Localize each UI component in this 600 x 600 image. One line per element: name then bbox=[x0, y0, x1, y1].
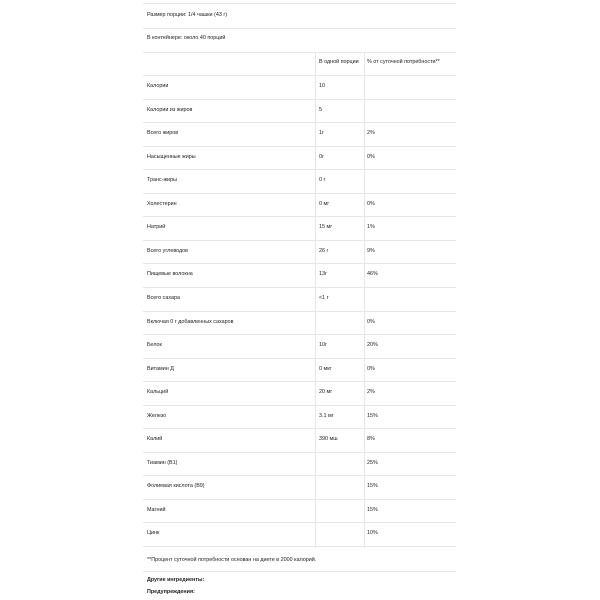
nutrient-daily-value: 0% bbox=[367, 200, 375, 207]
nutrient-daily-value: 10% bbox=[367, 530, 378, 537]
footnote: **Процент суточной потребности основан на диете в 2000 калорий. bbox=[147, 557, 317, 563]
nutrient-daily-value: 0% bbox=[367, 153, 375, 160]
nutrient-daily-value: 2% bbox=[367, 389, 375, 396]
table-row bbox=[143, 475, 456, 498]
nutrient-name: Кальций bbox=[147, 389, 169, 396]
servings-per-container: В контейнере: около 40 порций bbox=[147, 35, 226, 41]
warnings-label: Предупреждения: bbox=[147, 589, 195, 595]
nutrient-amount: 0г bbox=[319, 153, 324, 160]
nutrient-name: Витамин Д bbox=[147, 365, 174, 372]
nutrient-name: Фолиевая кислота (В9) bbox=[147, 483, 205, 490]
column-header-amount: В одной порции bbox=[319, 59, 359, 65]
nutrient-name: Натрий bbox=[147, 224, 166, 231]
serving-size: Размер порции: 1/4 чашки (43 г) bbox=[147, 12, 228, 18]
divider bbox=[143, 3, 456, 4]
nutrient-daily-value: 8% bbox=[367, 436, 375, 443]
nutrient-amount: 20 мг bbox=[319, 389, 333, 396]
nutrient-amount: 3.1 мг bbox=[319, 412, 334, 419]
nutrient-daily-value: 15% bbox=[367, 483, 378, 490]
other-ingredients-label: Другие ингредиенты: bbox=[147, 577, 205, 583]
nutrient-amount: 10г bbox=[319, 342, 327, 349]
table-row bbox=[143, 452, 456, 475]
nutrient-name: Тиамин (В1) bbox=[147, 459, 178, 466]
nutrient-name: Насыщенные жиры bbox=[147, 153, 196, 160]
divider bbox=[143, 28, 456, 29]
table-row bbox=[143, 381, 456, 404]
table-row bbox=[143, 193, 456, 216]
nutrient-name: Калий bbox=[147, 436, 163, 443]
table-row bbox=[143, 334, 456, 357]
table-row bbox=[143, 311, 456, 334]
divider bbox=[143, 571, 456, 572]
nutrient-name: Цинк bbox=[147, 530, 160, 537]
table-row bbox=[143, 169, 456, 192]
nutrient-daily-value: 2% bbox=[367, 130, 375, 137]
nutrient-name: Всего жиров bbox=[147, 130, 179, 137]
table-row bbox=[143, 405, 456, 428]
table-row bbox=[143, 146, 456, 169]
nutrient-daily-value: 20% bbox=[367, 342, 378, 349]
nutrient-name: Белок bbox=[147, 342, 162, 349]
nutrient-amount: 5 bbox=[319, 106, 322, 113]
nutrient-name: Пищевые волокна bbox=[147, 271, 193, 278]
column-header-daily-value: % от суточной потребности** bbox=[367, 59, 440, 65]
table-row bbox=[143, 499, 456, 522]
table-row bbox=[143, 240, 456, 263]
table-row bbox=[143, 428, 456, 451]
nutrient-daily-value: 15% bbox=[367, 506, 378, 513]
nutrient-name: Всего сахара bbox=[147, 294, 180, 301]
nutrient-name: Холестерин bbox=[147, 200, 177, 207]
nutrient-amount: 1г bbox=[319, 130, 324, 137]
nutrient-amount: 26 г bbox=[319, 247, 329, 254]
nutrient-daily-value: 0% bbox=[367, 365, 375, 372]
nutrient-daily-value: 1% bbox=[367, 224, 375, 231]
nutrient-name: Калории bbox=[147, 83, 169, 89]
nutrient-name: Транс-жиры bbox=[147, 177, 177, 184]
table-row bbox=[143, 263, 456, 286]
nutrient-name: Включая 0 г добавленных сахаров bbox=[147, 318, 234, 325]
nutrient-daily-value: 0% bbox=[367, 318, 375, 325]
table-row bbox=[143, 287, 456, 310]
nutrient-daily-value: 15% bbox=[367, 412, 378, 419]
table-row bbox=[143, 216, 456, 239]
nutrient-daily-value: 46% bbox=[367, 271, 378, 278]
nutrient-daily-value: 9% bbox=[367, 247, 375, 254]
divider bbox=[143, 546, 456, 547]
nutrient-name: Железо bbox=[147, 412, 167, 419]
nutrient-amount: 10 bbox=[319, 83, 325, 89]
divider bbox=[143, 52, 456, 53]
nutrient-amount: 15 мг bbox=[319, 224, 333, 231]
table-row bbox=[143, 122, 456, 145]
nutrient-name: Калории из жиров bbox=[147, 106, 193, 113]
nutrient-amount: 0 мг bbox=[319, 200, 330, 207]
table-row bbox=[143, 522, 456, 545]
nutrient-amount: <1 г bbox=[319, 294, 329, 301]
nutrient-amount: 13г bbox=[319, 271, 327, 278]
table-row bbox=[143, 99, 456, 122]
nutrient-amount: 0 мкг bbox=[319, 365, 332, 372]
nutrient-amount: 0 г bbox=[319, 177, 326, 184]
nutrient-name: Магний bbox=[147, 506, 166, 513]
nutrient-amount: 390 мш bbox=[319, 436, 338, 443]
table-row bbox=[143, 358, 456, 381]
nutrient-daily-value: 25% bbox=[367, 459, 378, 466]
nutrient-name: Всего углеводов bbox=[147, 247, 189, 254]
table-row bbox=[143, 75, 456, 98]
